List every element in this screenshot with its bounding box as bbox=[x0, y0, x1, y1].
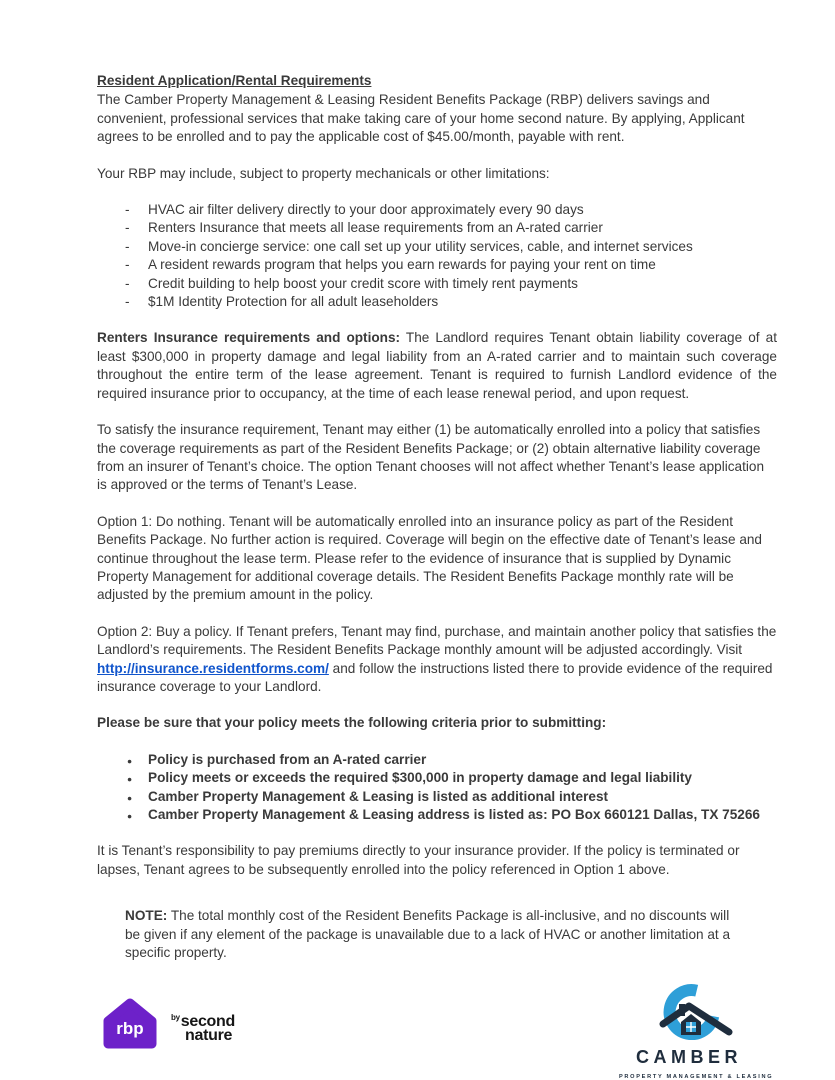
criteria-heading: Please be sure that your policy meets the following criteria prior to submitting: bbox=[97, 715, 607, 731]
footer-logos bbox=[97, 982, 777, 1080]
rbp-mark-text: rbp bbox=[116, 1019, 144, 1039]
renters-insurance-paragraph bbox=[97, 329, 777, 403]
rbp-includes-list bbox=[97, 201, 777, 311]
camber-house-icon bbox=[637, 982, 741, 1040]
intro-paragraph: The Camber Property Management & Leasing Resident Benefits Package (RBP) delivers savings and convenient, professional services that make taking care of your home second nature. By applying, Applicant agrees to be enrolled and to pay the applicable cost of $45.00/month, payable with rent. bbox=[97, 92, 745, 145]
list-item: - Credit building to help boost your credit score with timely rent payments bbox=[125, 275, 777, 293]
camber-logo bbox=[619, 982, 774, 1080]
page-title: Resident Application/Rental Requirements bbox=[97, 73, 372, 88]
second-nature-wordmark bbox=[171, 1011, 235, 1043]
renters-insurance-body: The Landlord requires Tenant obtain liability coverage of at least $300,000 in property damage and legal liability from an A-rated carrier and to maintain such coverage throughout the entire term of the lease agreement. Tenant is required to furnish Landlord evidence of the required insurance prior to occupancy, at the time of each lease renewal period, and upon request. bbox=[97, 330, 777, 401]
rbp-second-nature-logo bbox=[97, 994, 235, 1060]
list-item: - Renters Insurance that meets all lease requirements from an A-rated carrier bbox=[125, 219, 777, 237]
note-lead: NOTE: bbox=[125, 908, 168, 924]
camber-name: CAMBER bbox=[636, 1046, 742, 1067]
renters-insurance-lead: Renters Insurance requirements and options: bbox=[97, 330, 401, 346]
list-item: ● Camber Property Management & Leasing is listed as additional interest bbox=[127, 788, 777, 806]
list-item: - A resident rewards program that helps you earn rewards for paying your rent on time bbox=[125, 256, 777, 274]
rbp-by-label: by bbox=[171, 1013, 180, 1023]
rbp-brand-line1: second bbox=[180, 1013, 235, 1031]
document-content bbox=[97, 72, 777, 1080]
list-item: - $1M Identity Protection for all adult leaseholders bbox=[125, 293, 777, 311]
includes-heading: Your RBP may include, subject to property mechanicals or other limitations: bbox=[97, 165, 550, 181]
list-item: ● Camber Property Management & Leasing address is listed as: PO Box 660121 Dallas, TX 75266 bbox=[127, 806, 777, 824]
camber-tagline: PROPERTY MANAGEMENT & LEASING bbox=[619, 1074, 774, 1080]
note-paragraph bbox=[125, 907, 747, 962]
rbp-badge-svg bbox=[97, 994, 163, 1060]
option2-paragraph bbox=[97, 623, 777, 697]
option2-before-link: Option 2: Buy a policy. If Tenant prefers, Tenant may find, purchase, and maintain another policy that satisfies the Landlord’s requirements. The Resident Benefits Package monthly amount will be adjusted accordingly. Visit bbox=[97, 623, 777, 658]
option1-paragraph: Option 1: Do nothing. Tenant will be automatically enrolled into an insurance policy as part of the Resident Benefits Package. No further action is required. Coverage will begin on the effective date of Tenant’s lease and continue throughout the lease term. Please refer to the evidence of insurance that is supplied by Dynamic Property Management for additional coverage details. The Resident Benefits Package monthly rate will be adjusted by the premium amount in the policy. bbox=[97, 513, 762, 603]
list-item: - HVAC air filter delivery directly to your door approximately every 90 days bbox=[125, 201, 777, 219]
policy-criteria-list bbox=[97, 751, 777, 825]
list-item: ● Policy is purchased from an A-rated carrier bbox=[127, 751, 777, 769]
rbp-badge-icon bbox=[97, 994, 163, 1060]
note-body: The total monthly cost of the Resident Benefits Package is all-inclusive, and no discounts will be given if any element of the package is unavailable due to a lack of HVAC or another limitation at a specific property. bbox=[125, 908, 731, 961]
option2-after-link: and follow the instructions listed there to provide evidence of the required insurance coverage to your Landlord. bbox=[97, 660, 773, 694]
list-item: ● Policy meets or exceeds the required $300,000 in property damage and legal liability bbox=[127, 769, 777, 787]
rbp-brand-line2: nature bbox=[185, 1027, 233, 1045]
insurance-forms-link[interactable]: http://insurance.residentforms.com/ bbox=[97, 660, 329, 676]
satisfy-paragraph: To satisfy the insurance requirement, Tenant may either (1) be automatically enrolled into a policy that satisfies the coverage requirements as part of the Resident Benefits Package; or (2) obtain alternative liability coverage from an insurer of Tenant’s choice. The option Tenant chooses will not affect whether Tenant’s lease application is approved or the terms of Tenant’s Lease. bbox=[97, 422, 765, 493]
responsibility-paragraph: It is Tenant’s responsibility to pay premiums directly to your insurance provider. If the policy is terminated or lapses, Tenant agrees to be subsequently enrolled into the policy referenced in Option 1 above. bbox=[97, 843, 740, 877]
list-item: - Move-in concierge service: one call set up your utility services, cable, and internet services bbox=[125, 238, 777, 256]
